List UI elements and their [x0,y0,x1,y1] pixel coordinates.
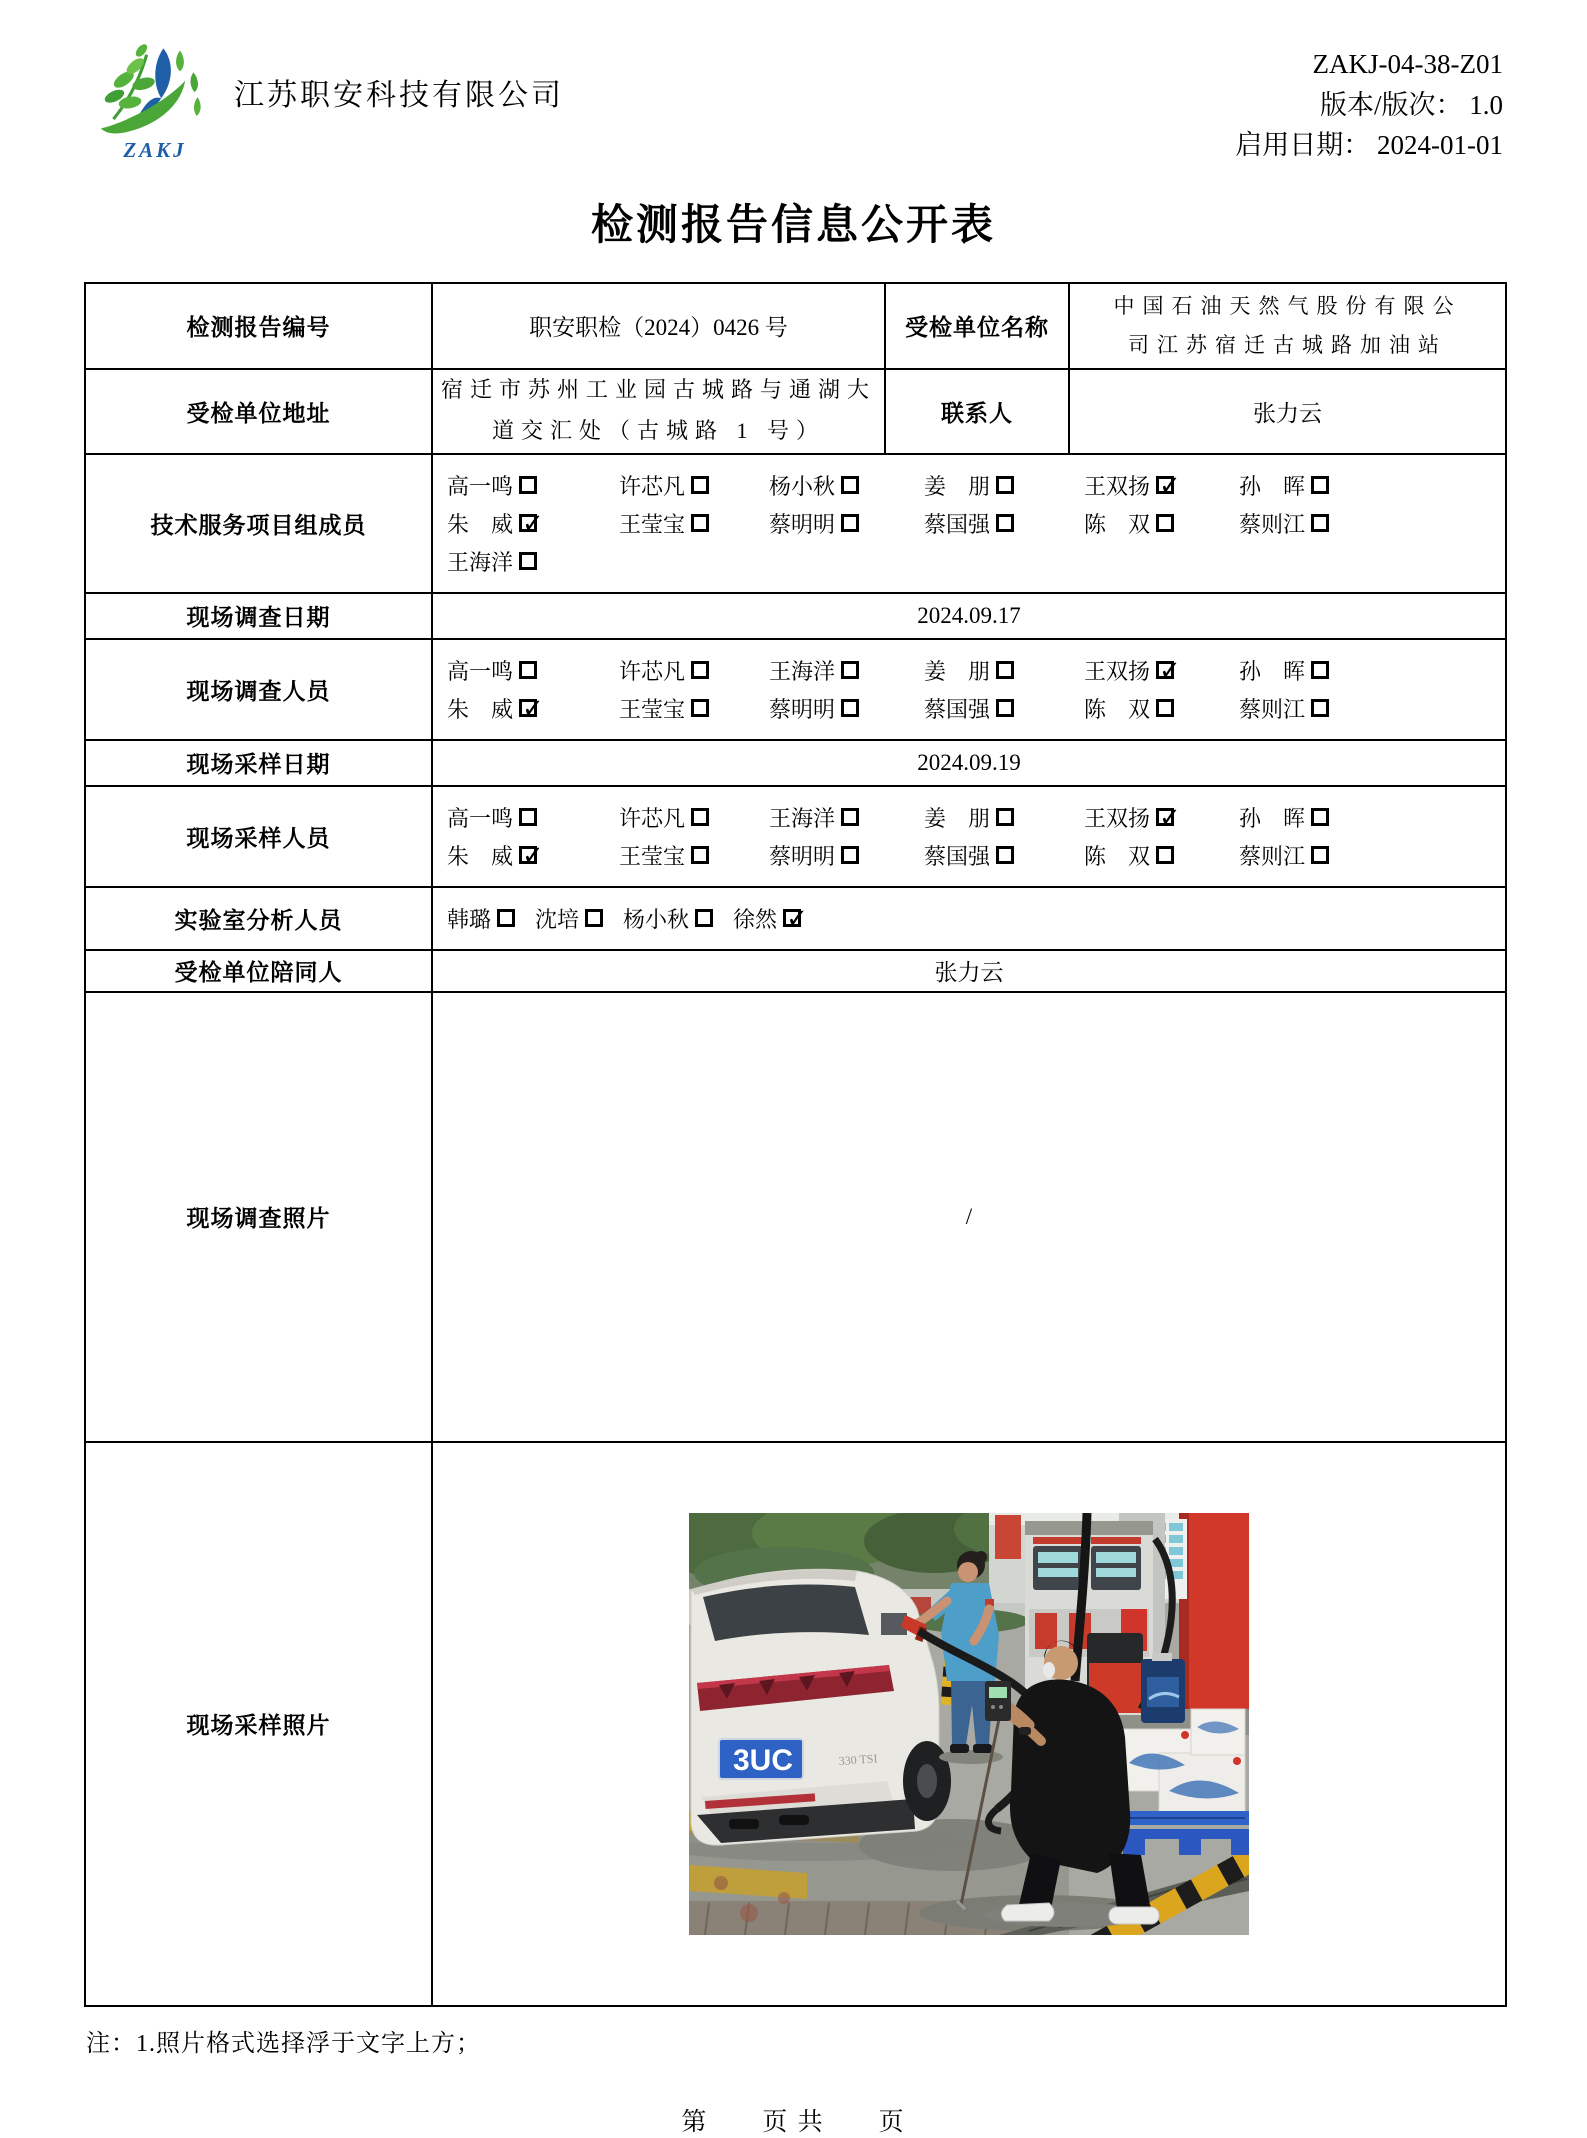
checkbox-unchecked[interactable] [841,661,859,679]
person-option [1239,840,1505,871]
checkbox-checked[interactable] [519,699,537,717]
white-suv [691,1569,951,1845]
person-name: 孙 晖 [1239,658,1306,684]
checkbox-unchecked[interactable] [691,661,709,679]
person-name: 陈 双 [1084,696,1151,722]
person-name: 姜 朋 [924,805,991,831]
person-name: 蔡明明 [769,696,836,722]
survey-staff-label: 现场调查人员 [85,639,432,740]
table-row [85,639,1506,740]
checkbox-checked[interactable] [1156,808,1174,826]
person-option [619,470,769,501]
person-option [535,903,603,934]
contact-label: 联系人 [885,369,1069,454]
checkbox-unchecked[interactable] [996,661,1014,679]
sampling-date-value: 2024.09.19 [432,740,1506,786]
car-badge: 330 TSI [838,1750,878,1768]
red-pillar [1187,1513,1249,1731]
person-option [447,903,515,934]
personnel-row [447,840,1505,871]
person-name: 王双扬 [1084,805,1151,831]
address-text: 宿迁市苏州工业园古城路与通湖大道交汇处（古城路 1 号） [440,377,876,443]
address-label: 受检单位地址 [85,369,432,454]
report-no-value: 职安职检（2024）0426 号 [432,283,885,369]
table-row [85,740,1506,786]
page-title: 检测报告信息公开表 [590,202,996,249]
table-row [85,992,1506,1442]
person-name: 王双扬 [1084,473,1151,499]
survey-date-value: 2024.09.17 [432,593,1506,639]
sampling-staff-label: 现场采样人员 [85,786,432,887]
license-plate: 3UC [733,1743,794,1777]
checkbox-unchecked[interactable] [519,808,537,826]
team-members [432,454,1506,593]
checkbox-unchecked[interactable] [695,909,713,927]
person-option [623,903,713,934]
checkbox-unchecked[interactable] [1311,808,1329,826]
person-name: 沈培 [535,906,580,932]
person-name: 朱 威 [447,696,514,722]
sampling-photo [689,1513,1249,1935]
person-option [1239,693,1505,724]
logo-text: ZAKJ [123,138,187,162]
checkbox-unchecked[interactable] [1156,699,1174,717]
table-row [85,786,1506,887]
checkbox-unchecked[interactable] [841,808,859,826]
person-name: 许芯凡 [619,658,686,684]
person-name: 许芯凡 [619,805,686,831]
personnel-row [447,470,1505,501]
person-name: 高一鸣 [447,658,514,684]
checkbox-unchecked[interactable] [519,476,537,494]
person-name: 朱 威 [447,843,514,869]
person-option [924,802,1084,833]
note: 注：1.照片格式选择浮于文字上方； [86,2030,481,2057]
person-option [769,508,924,539]
table-row [85,369,1506,454]
person-option [447,546,619,577]
accompany-value: 张力云 [432,950,1506,992]
person-option [769,840,924,871]
doc-effective-date: 启用日期： 2024-01-01 [1235,130,1503,160]
team-label: 技术服务项目组成员 [85,454,432,593]
person-name: 蔡国强 [924,696,991,722]
address-value [432,369,885,454]
personnel-row [447,802,1505,833]
person-name: 徐然 [733,906,778,932]
checkbox-checked[interactable] [519,846,537,864]
person-option [1084,470,1239,501]
person-name: 王海洋 [769,658,836,684]
checkbox-unchecked[interactable] [585,909,603,927]
checkbox-unchecked[interactable] [691,699,709,717]
person-name: 王莹宝 [619,696,686,722]
survey-date-label: 现场调查日期 [85,593,432,639]
person-name: 蔡则江 [1239,696,1306,722]
unit-name-text: 中国石油天然气股份有限公司江苏宿迁古城路加油站 [1113,293,1462,357]
checkbox-unchecked[interactable] [497,909,515,927]
checkbox-unchecked[interactable] [1311,699,1329,717]
person-name: 陈 双 [1084,843,1151,869]
personnel-row [447,903,1505,934]
sampling-staff [432,786,1506,887]
table-row [85,454,1506,593]
person-option [769,693,924,724]
report-no-label: 检测报告编号 [85,283,432,369]
person-option [1239,802,1505,833]
lab-staff-label: 实验室分析人员 [85,887,432,950]
person-name: 孙 晖 [1239,473,1306,499]
person-name: 蔡则江 [1239,511,1306,537]
info-table [84,282,1507,2007]
person-option [1084,655,1239,686]
person-name: 王莹宝 [619,843,686,869]
checkbox-unchecked[interactable] [1156,846,1174,864]
person-name: 朱 威 [447,511,514,537]
person-option [924,840,1084,871]
checkbox-unchecked[interactable] [691,476,709,494]
person-name: 陈 双 [1084,511,1151,537]
person-option [924,693,1084,724]
person-option [733,903,801,934]
sampling-photo-label: 现场采样照片 [85,1442,432,2006]
person-name: 蔡国强 [924,511,991,537]
checkbox-unchecked[interactable] [841,846,859,864]
person-name: 蔡明明 [769,843,836,869]
person-option [619,508,769,539]
checkbox-unchecked[interactable] [996,846,1014,864]
person-option [1084,802,1239,833]
table-row [85,887,1506,950]
personnel-row [447,508,1505,539]
checkbox-unchecked[interactable] [996,808,1014,826]
personnel-row [447,693,1505,724]
person-option [924,655,1084,686]
person-option [924,508,1084,539]
survey-photo-label: 现场调查照片 [85,992,432,1442]
person-option [619,840,769,871]
doc-version: 版本/版次： 1.0 [1319,89,1503,120]
checkbox-unchecked[interactable] [996,514,1014,532]
person-option [447,508,619,539]
checkbox-unchecked[interactable] [1311,661,1329,679]
person-name: 高一鸣 [447,473,514,499]
person-option [924,470,1084,501]
table-row [85,950,1506,992]
person-name: 蔡明明 [769,511,836,537]
checkbox-checked[interactable] [1156,476,1174,494]
person-option [769,655,924,686]
person-option [619,693,769,724]
person-option [619,655,769,686]
person-option [1084,693,1239,724]
unit-name-value [1069,283,1506,369]
person-option [447,802,619,833]
checkbox-unchecked[interactable] [1311,846,1329,864]
personnel-row [447,546,1505,577]
lab-staff [432,887,1506,950]
table-row [85,593,1506,639]
person-option [1084,508,1239,539]
person-name: 王海洋 [769,805,836,831]
checkbox-unchecked[interactable] [841,699,859,717]
person-option [447,470,619,501]
document-codes [1235,38,1503,166]
checkbox-unchecked[interactable] [691,808,709,826]
person-option [1084,840,1239,871]
checkbox-unchecked[interactable] [996,699,1014,717]
person-option [769,802,924,833]
checkbox-unchecked[interactable] [691,514,709,532]
person-option [1239,508,1505,539]
checkbox-unchecked[interactable] [691,846,709,864]
sampling-date-label: 现场采样日期 [85,740,432,786]
checkbox-unchecked[interactable] [1156,514,1174,532]
person-name: 韩璐 [447,906,492,932]
doc-code: ZAKJ-04-38-Z01 [1312,49,1503,79]
page-footer: 第 页 共 页 [681,2108,906,2136]
person-option [1239,470,1505,501]
checkbox-unchecked[interactable] [841,476,859,494]
person-name: 蔡国强 [924,843,991,869]
company-name: 江苏职安科技有限公司 [234,78,564,112]
checkbox-unchecked[interactable] [841,514,859,532]
checkbox-unchecked[interactable] [519,661,537,679]
checkbox-checked[interactable] [1156,661,1174,679]
person-name: 孙 晖 [1239,805,1306,831]
person-name: 杨小秋 [623,906,690,932]
unit-name-label: 受检单位名称 [885,283,1069,369]
person-option [447,840,619,871]
person-name: 蔡则江 [1239,843,1306,869]
person-option [447,693,619,724]
table-row [85,283,1506,369]
person-name: 王海洋 [447,549,514,575]
page-header [0,0,1587,166]
person-name: 杨小秋 [769,473,836,499]
company-branding [92,38,564,163]
person-option [769,470,924,501]
person-name: 王双扬 [1084,658,1151,684]
checkbox-unchecked[interactable] [1311,476,1329,494]
person-name: 高一鸣 [447,805,514,831]
person-option [1239,655,1505,686]
contact-value: 张力云 [1069,369,1506,454]
person-name: 姜 朋 [924,658,991,684]
accompany-label: 受检单位陪同人 [85,950,432,992]
checkbox-checked[interactable] [519,514,537,532]
personnel-row [447,655,1505,686]
person-option [619,802,769,833]
table-row [85,1442,1506,2006]
sampling-photo-cell [432,1442,1506,2006]
checkbox-unchecked[interactable] [1311,514,1329,532]
person-option [447,655,619,686]
person-name: 姜 朋 [924,473,991,499]
checkbox-checked[interactable] [783,909,801,927]
person-name: 许芯凡 [619,473,686,499]
survey-staff [432,639,1506,740]
person-name: 王莹宝 [619,511,686,537]
survey-photo-value: / [432,992,1506,1442]
checkbox-unchecked[interactable] [996,476,1014,494]
checkbox-unchecked[interactable] [519,552,537,570]
company-logo-icon [92,38,218,142]
